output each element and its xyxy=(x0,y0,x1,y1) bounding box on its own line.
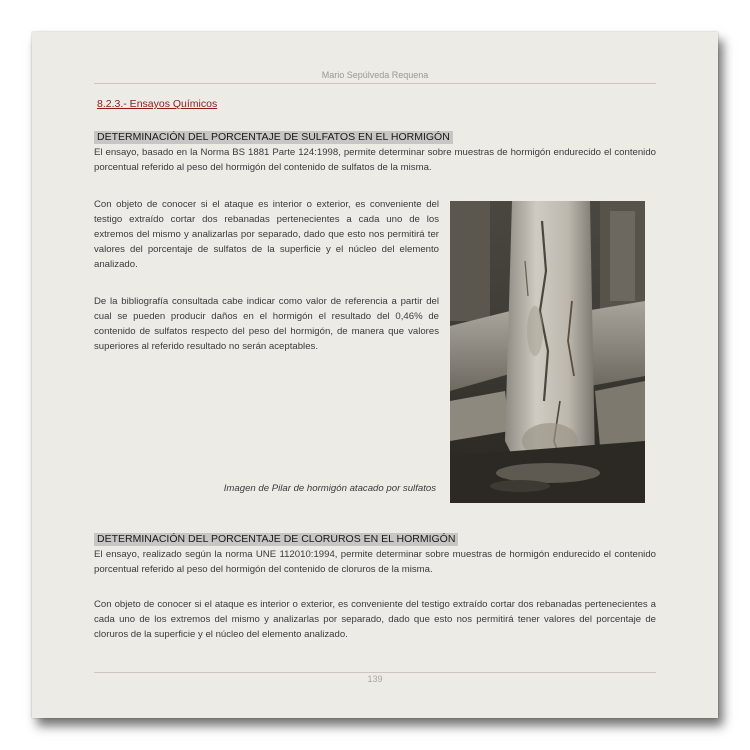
cloruros-intro: El ensayo, realizado según la norma UNE 112010:1994, permite determinar sobre muestras de hormigón endurecido el contenido porcentual referido al peso del hormigón del contenido de cloruros de la misma. xyxy=(94,549,656,575)
photo-caption: Imagen de Pilar de hormigón atacado por sulfatos xyxy=(223,483,436,494)
pillar-image xyxy=(450,201,645,503)
footer-divider xyxy=(94,672,656,673)
concrete-pillar-photo xyxy=(450,201,645,503)
sulfatos-paragraph-2: De la bibliografía consultada cabe indicar como valor de referencia a partir del cual se pueden producir daños en el hormigón el resultado del 0,46% de contenido de sulfatos respecto del peso del hormigón, de manera que valores superiores al referido resultado no serán aceptables. xyxy=(94,296,439,352)
sulfatos-heading: DETERMINACIÓN DEL PORCENTAJE DE SULFATOS EN EL HORMIGÓN xyxy=(94,131,453,144)
document-page xyxy=(32,32,718,718)
page-header: Mario Sepúlveda Requena xyxy=(94,70,656,84)
cloruros-heading: DETERMINACIÓN DEL PORCENTAJE DE CLORUROS EN EL HORMIGÓN xyxy=(94,533,458,546)
page-number: 139 xyxy=(367,674,383,684)
sulfatos-paragraph-1: Con objeto de conocer si el ataque es interior o exterior, es conveniente del testigo extraído cortar dos rebanadas pertenecientes a cada uno de los extremos del mismo y analizarlas por separado, dado que esto nos permitirá ter valores del porcentaje de sulfatos de la superficie y el núcleo del elemento analizado. xyxy=(94,199,439,270)
section-title: 8.2.3.- Ensayos Químicos xyxy=(97,98,218,110)
cloruros-paragraph-1: Con objeto de conocer si el ataque es interior o exterior, es conveniente del testigo extraído cortar dos rebanadas pertenecientes a cada uno de los extremos del mismo y analizarlas por separado, dado que esto nos permitirá tener valores del porcentaje de cloruros de la superficie y el núcleo del elemento analizado. xyxy=(94,599,656,640)
sulfatos-intro: El ensayo, basado en la Norma BS 1881 Parte 124:1998, permite determinar sobre muestras de hormigón endurecido el contenido porcentual referido al peso del hormigón del contenido de sulfatos de la misma. xyxy=(94,147,656,173)
